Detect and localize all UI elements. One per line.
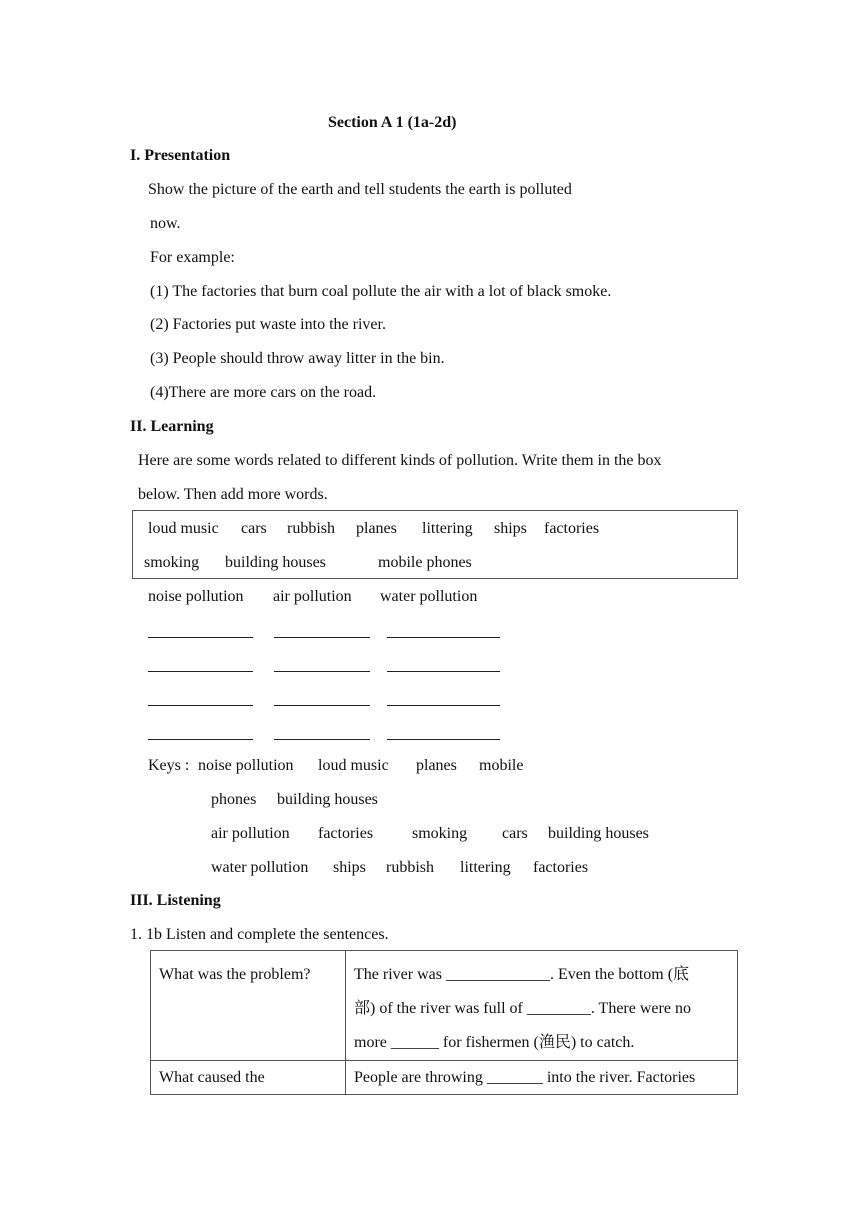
table-row (151, 1061, 738, 1095)
example-item: (1) The factories that burn coal pollute the air with a lot of black smoke. (150, 283, 612, 300)
word-box-item: ships (494, 520, 527, 537)
key-word: rubbish (386, 859, 434, 876)
key-word: smoking (412, 825, 468, 842)
example-item: (2) Factories put waste into the river. (150, 316, 386, 333)
answer-blank-line (274, 637, 370, 638)
learning-instruction-line2: below. Then add more words. (138, 486, 328, 503)
key-word: noise pollution (198, 757, 294, 774)
word-box-item: rubbish (287, 520, 335, 537)
word-box-item: building houses (225, 554, 326, 571)
answer-blank-line (274, 705, 370, 706)
key-word: loud music (318, 757, 389, 774)
table-answer-line: more ______ for fishermen (渔民) to catch. (354, 1034, 635, 1051)
listening-table (150, 950, 738, 1095)
category-noise-pollution: noise pollution (148, 588, 244, 605)
answer-blank-line (148, 739, 253, 740)
key-word: phones (211, 791, 257, 808)
answer-blank-line (148, 671, 253, 672)
answer-blank-line (387, 705, 500, 706)
word-box-item: smoking (144, 554, 200, 571)
table-question: What was the problem? (159, 966, 311, 983)
answer-blank-line (387, 739, 500, 740)
keys-label: Keys : (148, 757, 190, 774)
key-word: building houses (548, 825, 649, 842)
word-box-item: mobile phones (378, 554, 472, 571)
key-word: planes (416, 757, 457, 774)
word-box-item: planes (356, 520, 397, 537)
page-title: Section A 1 (1a-2d) (328, 114, 457, 131)
presentation-intro-line2: now. (150, 215, 181, 232)
answer-blank-line (148, 637, 253, 638)
table-question-cell (151, 951, 346, 1061)
category-water-pollution: water pollution (380, 588, 478, 605)
example-item: (3) People should throw away litter in the bin. (150, 350, 445, 367)
answer-blank-line (387, 671, 500, 672)
key-word: cars (502, 825, 528, 842)
key-word: factories (533, 859, 589, 876)
answer-blank-line (274, 739, 370, 740)
table-answer-cell (346, 951, 738, 1061)
table-question-cell (151, 1061, 346, 1095)
answer-blank-line (387, 637, 500, 638)
word-box-item: factories (544, 520, 600, 537)
answer-blank-line (274, 671, 370, 672)
example-item: (4)There are more cars on the road. (150, 384, 377, 401)
key-word: ships (333, 859, 366, 876)
key-word: water pollution (211, 859, 309, 876)
table-question: What caused the (159, 1069, 265, 1086)
listening-heading: III. Listening (130, 892, 221, 909)
word-box-item: loud music (148, 520, 219, 537)
presentation-heading: I. Presentation (130, 147, 231, 164)
presentation-intro-line1: Show the picture of the earth and tell students the earth is polluted (148, 181, 572, 198)
key-word: factories (318, 825, 374, 842)
key-word: littering (460, 859, 511, 876)
table-answer-line: The river was _____________. Even the bottom (底 (354, 966, 690, 983)
table-answer-line: People are throwing _______ into the river. Factories (354, 1069, 696, 1086)
example-label: For example: (150, 249, 235, 266)
word-box-item: cars (241, 520, 267, 537)
table-answer-cell (346, 1061, 738, 1095)
key-word: mobile (479, 757, 524, 774)
key-word: air pollution (211, 825, 290, 842)
listening-task: 1. 1b Listen and complete the sentences. (130, 926, 389, 943)
category-air-pollution: air pollution (273, 588, 352, 605)
learning-heading: II. Learning (130, 418, 214, 435)
learning-instruction-line1: Here are some words related to different kinds of pollution. Write them in the box (138, 452, 662, 469)
answer-blank-line (148, 705, 253, 706)
key-word: building houses (277, 791, 378, 808)
table-row (151, 951, 738, 1061)
word-box-item: littering (422, 520, 473, 537)
table-answer-line: 部) of the river was full of ________. There were no (354, 1000, 691, 1017)
